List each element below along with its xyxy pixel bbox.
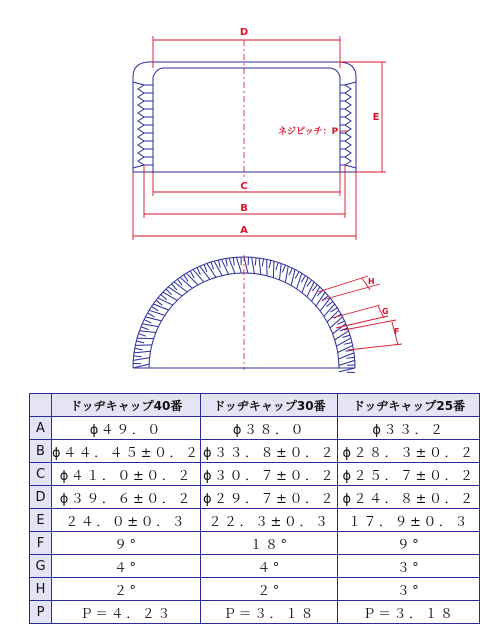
cell-40: ϕ４１．０±０．２: [52, 463, 201, 486]
header-cap-40: ドッヂキャップ40番: [52, 394, 201, 417]
cell-30: １８°: [201, 532, 338, 555]
cell-40: ４°: [52, 555, 201, 578]
cell-30: Ｐ＝３．１８: [201, 601, 338, 624]
table-row: [30, 578, 480, 601]
row-key: G: [30, 555, 52, 578]
cell-40: ϕ３９．６±０．２: [52, 486, 201, 509]
cap-inner-profile: [153, 68, 340, 172]
row-key: D: [30, 486, 52, 509]
cell-40: ２４．０±０．３: [52, 509, 201, 532]
cell-30: ϕ３８．０: [201, 417, 338, 440]
angle-f-line-1: [344, 320, 396, 330]
row-key: P: [30, 601, 52, 624]
table-row: [30, 601, 480, 624]
cell-25: ϕ２４．８±０．２: [338, 486, 480, 509]
table-row: [30, 555, 480, 578]
row-key: F: [30, 532, 52, 555]
header-corner: [30, 394, 52, 417]
table-row: [30, 463, 480, 486]
cell-30: ϕ３０．７±０．２: [201, 463, 338, 486]
cell-30: ϕ３３．８±０．２: [201, 440, 338, 463]
angle-f-line-2: [348, 344, 402, 350]
cell-25: ９°: [338, 532, 480, 555]
cell-30: ２°: [201, 578, 338, 601]
label-g: G: [382, 307, 389, 316]
cell-40: ϕ４４．４５±０．２: [52, 440, 201, 463]
left-thread-teeth: [133, 82, 153, 168]
table-row: [30, 532, 480, 555]
header-cap-25: ドッヂキャップ25番: [338, 394, 480, 417]
row-key: H: [30, 578, 52, 601]
cell-25: ϕ２８．３±０．２: [338, 440, 480, 463]
right-thread-teeth: [340, 82, 356, 168]
cell-25: ３°: [338, 578, 480, 601]
table-row: [30, 509, 480, 532]
cell-30: ϕ２９．７±０．２: [201, 486, 338, 509]
label-c: C: [240, 181, 248, 192]
angle-h-line-2: [322, 284, 380, 300]
cell-25: １７．９±０．３: [338, 509, 480, 532]
row-key: B: [30, 440, 52, 463]
cell-25: Ｐ＝３．１８: [338, 601, 480, 624]
label-d: D: [239, 27, 249, 38]
table-row: [30, 486, 480, 509]
cell-25: ϕ３３．２: [338, 417, 480, 440]
cell-30: ４°: [201, 555, 338, 578]
label-a: A: [240, 225, 248, 236]
label-f: F: [394, 327, 400, 336]
cell-25: ϕ２５．７±０．２: [338, 463, 480, 486]
header-cap-30: ドッヂキャップ30番: [201, 394, 338, 417]
row-key: A: [30, 417, 52, 440]
cell-40: ϕ４９．０: [52, 417, 201, 440]
cell-40: ９°: [52, 532, 201, 555]
cell-40: Ｐ＝４．２３: [52, 601, 201, 624]
row-key: C: [30, 463, 52, 486]
cell-30: ２２．３±０．３: [201, 509, 338, 532]
label-thread-pitch: ネジピッチ：P: [278, 127, 339, 137]
table-row: [30, 440, 480, 463]
label-e: E: [372, 112, 380, 123]
row-key: E: [30, 509, 52, 532]
cap-outer-profile: [133, 62, 356, 172]
table-row: [30, 417, 480, 440]
cell-40: ２°: [52, 578, 201, 601]
label-b: B: [240, 203, 248, 214]
table-header-row: [30, 394, 480, 417]
label-h: H: [368, 277, 375, 286]
cell-25: ３°: [338, 555, 480, 578]
spec-table: [29, 393, 480, 624]
